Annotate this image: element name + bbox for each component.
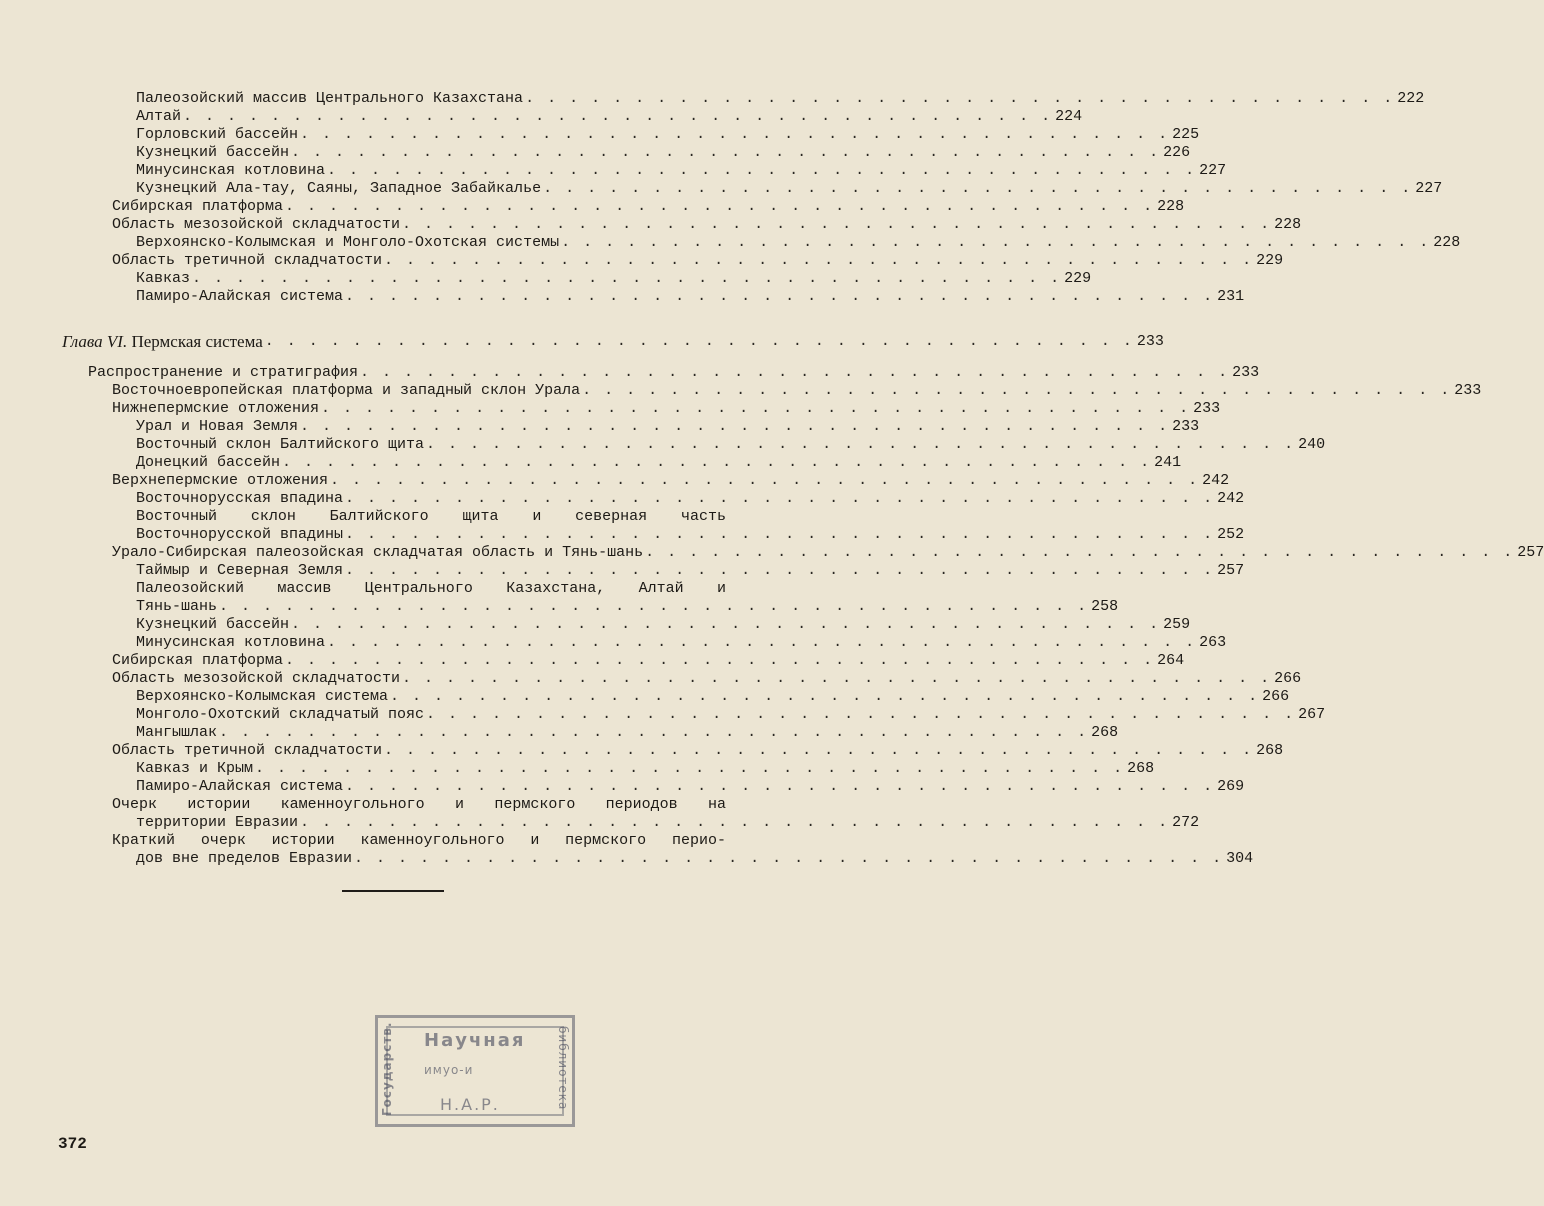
toc-leader-dots: . . . . . . . . . . . . . . . . . . . . . . . . . . . . . . . . . . . . . . . . — [582, 382, 1452, 399]
toc-entry-page: 222 — [1397, 90, 1425, 107]
toc-chapter-entry — [62, 332, 1164, 351]
toc-entry-page: 231 — [1217, 288, 1245, 305]
toc-entry-page: 233 — [1232, 364, 1260, 381]
toc-entry-label: Таймыр и Северная Земля — [136, 562, 344, 579]
toc-leader-dots: . . . . . . . . . . . . . . . . . . . . . . . . . . . . . . . . . . . . . . . . — [327, 634, 1197, 651]
toc-entry — [136, 634, 1227, 652]
toc-entry-page: 258 — [1091, 598, 1119, 615]
toc-entry-label: Урало-Сибирская палеозойская складчатая область и Тянь-шань — [112, 544, 644, 561]
toc-entry — [136, 454, 1182, 472]
toc-entry — [136, 418, 1200, 436]
toc-entry-page: 229 — [1064, 270, 1092, 287]
toc-entry-label: Урал и Новая Земля — [136, 418, 299, 435]
toc-entry — [112, 742, 1284, 760]
toc-leader-dots: . . . . . . . . . . . . . . . . . . . . . . . . . . . . . . . . . . . . . . . . — [426, 436, 1296, 453]
stamp-bottom-text: Н.А.Р. — [440, 1095, 500, 1114]
toc-leader-dots: . . . . . . . . . . . . . . . . . . . . . . . . . . . . . . . . . . . . . . . . — [291, 616, 1161, 633]
toc-entry-label: Восточноевропейская платформа и западный склон Урала — [112, 382, 581, 399]
toc-entry-page: 233 — [1454, 382, 1482, 399]
toc-leader-dots: . . . . . . . . . . . . . . . . . . . . . . . . . . . . . . . . . . . . . . . . — [345, 288, 1215, 305]
toc-entry-label: Кузнецкий Ала-тау, Саяны, Западное Забайкалье — [136, 180, 542, 197]
toc-leader-dots: . . . . . . . . . . . . . . . . . . . . . . . . . . . . . . . . . . . . . . . . — [282, 454, 1152, 471]
toc-entry-label: Восточнорусской впадины — [136, 526, 344, 543]
toc-entry-label: Кузнецкий бассейн — [136, 616, 290, 633]
toc-entry-page: 228 — [1274, 216, 1302, 233]
toc-entry-label: Памиро-Алайская система — [136, 778, 344, 795]
toc-leader-dots: . . . . . . . . . . . . . . . . . . . . . . . . . . . . . . . . . . . . . . . . — [300, 126, 1170, 143]
toc-leader-dots: . . . . . . . . . . . . . . . . . . . . . . . . . . . . . . . . . . . . . . . . — [426, 706, 1296, 723]
toc-entry-label: Нижнепермские отложения — [112, 400, 320, 417]
toc-entry-label: Памиро-Алайская система — [136, 288, 344, 305]
toc-entry-page: 228 — [1157, 198, 1185, 215]
toc-chapter-label — [62, 333, 263, 351]
toc-entry — [136, 126, 1200, 144]
toc-leader-dots: . . . . . . . . . . . . . . . . . . . . . . . . . . . . . . . . . . . . . . . . — [345, 526, 1215, 543]
toc-entry-page: 228 — [1433, 234, 1461, 251]
toc-entry-page: 252 — [1217, 526, 1245, 543]
toc-entry-label: Минусинская котловина — [136, 162, 326, 179]
toc-entry — [136, 144, 1191, 162]
toc-entry-label: Минусинская котловина — [136, 634, 326, 651]
stamp-title: Научная — [424, 1030, 526, 1051]
toc-entry-label: Верхнепермские отложения — [112, 472, 329, 489]
toc-entry — [136, 234, 1461, 252]
toc-entry-page: 227 — [1199, 162, 1227, 179]
toc-entry-page: 257 — [1217, 562, 1245, 579]
toc-entry-page: 225 — [1172, 126, 1200, 143]
toc-entry-label: Горловский бассейн — [136, 126, 299, 143]
toc-entry-label: дов вне пределов Евразии — [136, 850, 353, 867]
toc-entry-label: Тянь-шань — [136, 598, 218, 615]
toc-entry — [136, 850, 1254, 868]
toc-entry — [136, 180, 1443, 198]
toc-leader-dots: . . . . . . . . . . . . . . . . . . . . . . . . . . . . . . . . . . . . . . . . — [543, 180, 1413, 197]
toc-leader-dots: . . . . . . . . . . . . . . . . . . . . . . . . . . . . . . . . . . . . . . . . — [345, 490, 1215, 507]
toc-entry — [136, 270, 1092, 288]
toc-leader-dots: . . . . . . . . . . . . . . . . . . . . . . . . . . . . . . . . . . . . . . . . — [345, 562, 1215, 579]
toc-entry-label: Область третичной складчатости — [112, 742, 383, 759]
toc-entry-page: 233 — [1172, 418, 1200, 435]
toc-entry-label: Верхоянско-Колымская система — [136, 688, 389, 705]
stamp-right-text: библиотека — [556, 1026, 570, 1111]
toc-entry — [112, 216, 1302, 234]
toc-leader-dots: . . . . . . . . . . . . . . . . . . . . . . . . . . . . . . . . . . . . . . . . — [183, 108, 1053, 125]
toc-entry — [136, 562, 1245, 580]
toc-leader-dots: . . . . . . . . . . . . . . . . . . . . . . . . . . . . . . . . . . . . . . . . — [390, 688, 1260, 705]
toc-entry — [112, 382, 1482, 400]
toc-entry — [136, 724, 1119, 742]
toc-entry-page: 224 — [1055, 108, 1083, 125]
toc-entry — [136, 688, 1290, 706]
toc-entry-label: Сибирская платформа — [112, 652, 284, 669]
toc-entry — [112, 652, 1185, 670]
toc-leader-dots: . . . . . . . . . . . . . . . . . . . . . . . . . . . . . . . . . . . . . . . . — [321, 400, 1191, 417]
page-number: 372 — [58, 1135, 87, 1153]
toc-leader-dots: . . . . . . . . . . . . . . . . . . . . . . . . . . . . . . . . . . . . . . . . — [345, 778, 1215, 795]
section-divider — [342, 890, 444, 892]
toc-leader-dots: . . . . . . . . . . . . . . . . . . . . . . . . . . . . . . . . . . . . . . . . — [402, 216, 1272, 233]
toc-leader-dots: . . . . . . . . . . . . . . . . . . . . . . . . . . . . . . . . . . . . . . . . — [300, 418, 1170, 435]
toc-entry-page: 259 — [1163, 616, 1191, 633]
toc-leader-dots: . . . . . . . . . . . . . . . . . . . . . . . . . . . . . . . . . . . . . . . . — [384, 252, 1254, 269]
toc-entry-label: Область мезозойской складчатости — [112, 216, 401, 233]
toc-leader-dots: . . . . . . . . . . . . . . . . . . . . . . . . . . . . . . . . . . . . . . . . — [291, 144, 1161, 161]
toc-entry — [136, 760, 1155, 778]
toc-entry — [112, 544, 1544, 562]
toc-entry-page: 268 — [1091, 724, 1119, 741]
toc-entry-continued — [112, 832, 726, 850]
toc-entry — [136, 162, 1227, 180]
toc-entry-label: Краткий очерк истории каменноугольного и пермского перио- — [112, 832, 726, 849]
toc-entry-page: 266 — [1274, 670, 1302, 687]
toc-leader-dots: . . . . . . . . . . . . . . . . . . . . . . . . . . . . . . . . . . . . . . . . — [264, 333, 1134, 350]
toc-entry-page: 272 — [1172, 814, 1200, 831]
toc-entry-page: 268 — [1256, 742, 1284, 759]
toc-leader-dots: . . . . . . . . . . . . . . . . . . . . . . . . . . . . . . . . . . . . . . . . — [360, 364, 1230, 381]
toc-entry — [112, 400, 1221, 418]
toc-entry-label: Верхоянско-Колымская и Монголо-Охотская системы — [136, 234, 560, 251]
toc-leader-dots: . . . . . . . . . . . . . . . . . . . . . . . . . . . . . . . . . . . . . . . . — [330, 472, 1200, 489]
toc-entry-label: Алтай — [136, 108, 182, 125]
toc-entry-page: 266 — [1262, 688, 1290, 705]
toc-entry — [136, 526, 1245, 544]
toc-entry-page: 304 — [1226, 850, 1254, 867]
toc-leader-dots: . . . . . . . . . . . . . . . . . . . . . . . . . . . . . . . . . . . . . . . . — [354, 850, 1224, 867]
toc-entry-label: Восточный склон Балтийского щита — [136, 436, 425, 453]
toc-entry — [112, 198, 1185, 216]
toc-entry-label: Кузнецкий бассейн — [136, 144, 290, 161]
toc-entry-page: 269 — [1217, 778, 1245, 795]
toc-entry — [136, 108, 1083, 126]
toc-entry — [136, 490, 1245, 508]
stamp-left-text: Государств. — [380, 1021, 394, 1116]
toc-entry — [136, 706, 1326, 724]
toc-entry — [136, 814, 1200, 832]
toc-leader-dots: . . . . . . . . . . . . . . . . . . . . . . . . . . . . . . . . . . . . . . . . — [285, 652, 1155, 669]
toc-entry — [136, 778, 1245, 796]
stamp-middle-text: имуо-и — [424, 1063, 474, 1077]
toc-entry — [136, 288, 1245, 306]
toc-entry-page: 263 — [1199, 634, 1227, 651]
toc-entry — [136, 616, 1191, 634]
toc-entry-page: 264 — [1157, 652, 1185, 669]
toc-entry — [112, 670, 1302, 688]
toc-entry — [136, 90, 1425, 108]
toc-entry-page: 233 — [1193, 400, 1221, 417]
toc-entry-label: Восточный склон Балтийского щита и северная часть — [136, 508, 726, 525]
toc-entry-continued — [136, 580, 726, 598]
toc-leader-dots: . . . . . . . . . . . . . . . . . . . . . . . . . . . . . . . . . . . . . . . . — [219, 598, 1089, 615]
toc-entry-continued — [136, 508, 726, 526]
toc-entry — [136, 598, 1119, 616]
toc-entry-page: 267 — [1298, 706, 1326, 723]
toc-entry-page: 268 — [1127, 760, 1155, 777]
toc-entry — [112, 472, 1230, 490]
toc-entry-page: 229 — [1256, 252, 1284, 269]
toc-leader-dots: . . . . . . . . . . . . . . . . . . . . . . . . . . . . . . . . . . . . . . . . — [384, 742, 1254, 759]
toc-leader-dots: . . . . . . . . . . . . . . . . . . . . . . . . . . . . . . . . . . . . . . . . — [561, 234, 1431, 251]
toc-entry-label: Палеозойский массив Центрального Казахстана, Алтай и — [136, 580, 726, 597]
toc-entry-label: Палеозойский массив Центрального Казахстана — [136, 90, 524, 107]
toc-entry — [136, 436, 1326, 454]
toc-entry-label: Донецкий бассейн — [136, 454, 281, 471]
toc-entry-page: 242 — [1202, 472, 1230, 489]
toc-leader-dots: . . . . . . . . . . . . . . . . . . . . . . . . . . . . . . . . . . . . . . . . — [525, 90, 1395, 107]
toc-entry-continued — [112, 796, 726, 814]
toc-entry — [88, 364, 1260, 382]
toc-leader-dots: . . . . . . . . . . . . . . . . . . . . . . . . . . . . . . . . . . . . . . . . — [300, 814, 1170, 831]
toc-entry-label: Область третичной складчатости — [112, 252, 383, 269]
toc-leader-dots: . . . . . . . . . . . . . . . . . . . . . . . . . . . . . . . . . . . . . . . . — [219, 724, 1089, 741]
toc-chapter-title: Пермская система — [131, 332, 263, 351]
toc-entry-label: Очерк истории каменноугольного и пермского периодов на — [112, 796, 726, 813]
toc-leader-dots: . . . . . . . . . . . . . . . . . . . . . . . . . . . . . . . . . . . . . . . . — [285, 198, 1155, 215]
toc-entry-label: Область мезозойской складчатости — [112, 670, 401, 687]
toc-entry-page: 257 — [1517, 544, 1544, 561]
toc-entry-page: 242 — [1217, 490, 1245, 507]
toc-leader-dots: . . . . . . . . . . . . . . . . . . . . . . . . . . . . . . . . . . . . . . . . — [402, 670, 1272, 687]
toc-entry-label: Кавказ и Крым — [136, 760, 254, 777]
toc-leader-dots: . . . . . . . . . . . . . . . . . . . . . . . . . . . . . . . . . . . . . . . . — [192, 270, 1062, 287]
toc-entry-page: 241 — [1154, 454, 1182, 471]
toc-entry-page: 240 — [1298, 436, 1326, 453]
toc-entry-label: Мангышлак — [136, 724, 218, 741]
toc-leader-dots: . . . . . . . . . . . . . . . . . . . . . . . . . . . . . . . . . . . . . . . . — [645, 544, 1515, 561]
toc-entry-page: 233 — [1136, 333, 1164, 350]
library-stamp — [375, 1015, 575, 1127]
toc-entry-page: 226 — [1163, 144, 1191, 161]
toc-entry-label: Монголо-Охотский складчатый пояс — [136, 706, 425, 723]
toc-chapter-prefix: Глава VI. — [62, 332, 128, 351]
toc-entry-label: Восточнорусская впадина — [136, 490, 344, 507]
toc-entry-label: Распространение и стратиграфия — [88, 364, 359, 381]
toc-entry-page: 227 — [1415, 180, 1443, 197]
toc-entry-label: Кавказ — [136, 270, 191, 287]
toc-leader-dots: . . . . . . . . . . . . . . . . . . . . . . . . . . . . . . . . . . . . . . . . — [255, 760, 1125, 777]
toc-entry — [112, 252, 1284, 270]
toc-leader-dots: . . . . . . . . . . . . . . . . . . . . . . . . . . . . . . . . . . . . . . . . — [327, 162, 1197, 179]
toc-entry-label: территории Евразии — [136, 814, 299, 831]
toc-entry-label: Сибирская платформа — [112, 198, 284, 215]
